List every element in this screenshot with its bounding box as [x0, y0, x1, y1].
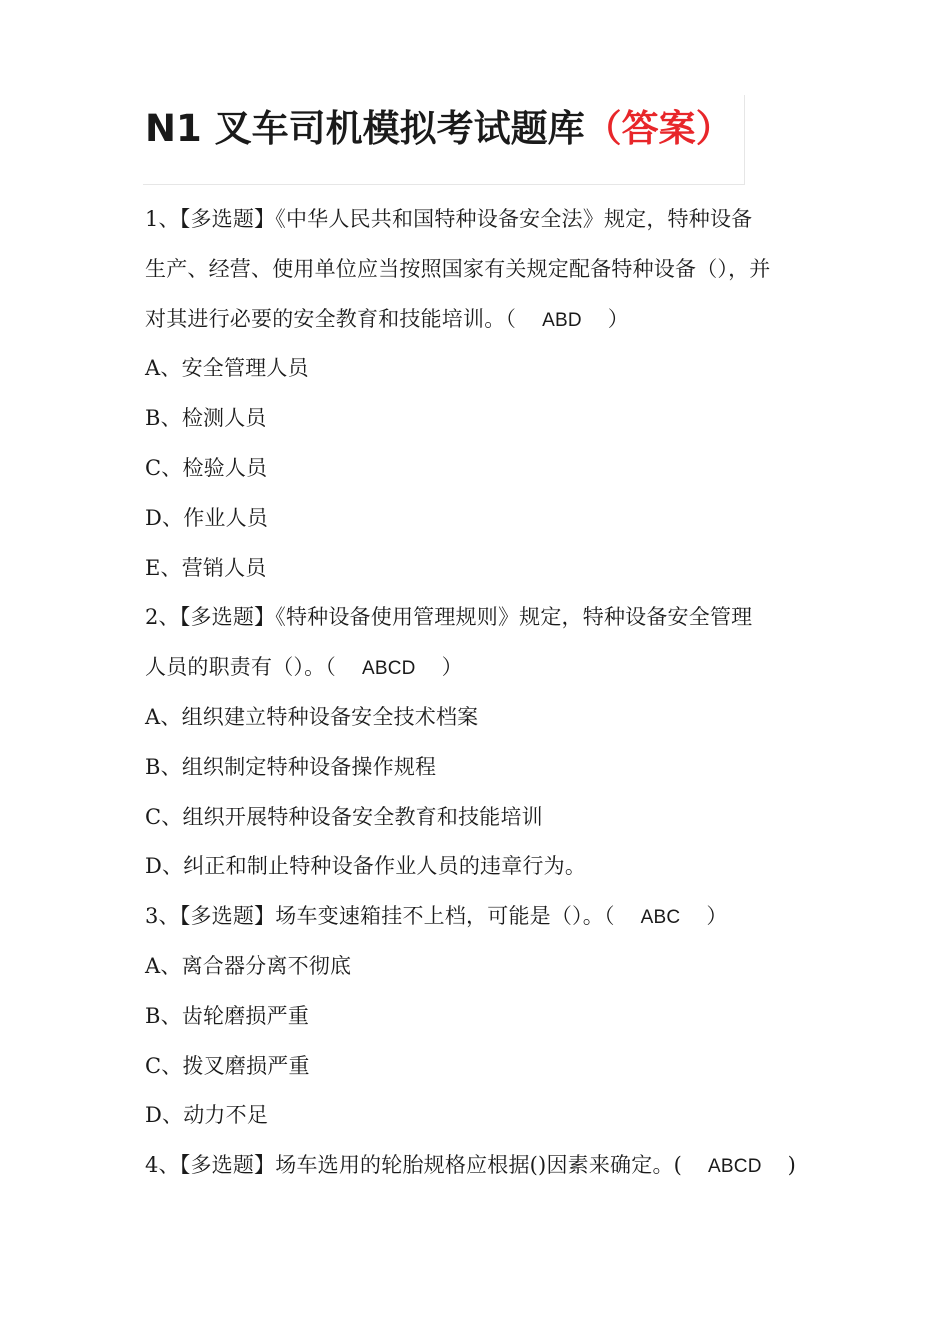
question-answer-line: [145, 643, 815, 693]
answer-key: ABC: [640, 907, 681, 929]
title-box: [143, 95, 745, 185]
option-item: E、营销人员: [145, 555, 267, 580]
option-item: D、作业人员: [145, 505, 269, 530]
option-item: C、拨叉磨损严重: [145, 1053, 310, 1078]
option-item: A、组织建立特种设备安全技术档案: [145, 704, 479, 729]
question-3: [145, 892, 815, 1141]
question-text: ）: [706, 904, 728, 929]
question-answer-line: [145, 295, 815, 345]
question-text: 对其进行必要的安全教育和技能培训。（: [145, 306, 517, 331]
answer-key: ABCD: [362, 658, 416, 680]
question-text-line: 生产、经营、使用单位应当按照国家有关规定配备特种设备（），并: [145, 256, 771, 281]
question-text: ）: [441, 655, 463, 680]
option-item: D、动力不足: [145, 1103, 269, 1128]
question-answer-line: [145, 892, 815, 942]
option-item: A、离合器分离不彻底: [145, 953, 352, 978]
question-text: ): [787, 1153, 797, 1178]
option-item: B、检测人员: [145, 406, 267, 431]
question-1: [145, 195, 815, 593]
answer-key: ABD: [542, 309, 582, 331]
question-list: [145, 195, 815, 1191]
question-answer-line: [145, 1141, 815, 1191]
question-text: 3、【多选题】场车变速箱挂不上档，可能是（）。（: [145, 904, 615, 929]
question-text: 4、【多选题】场车选用的轮胎规格应根据()因素来确定。(: [145, 1153, 683, 1178]
option-item: C、组织开展特种设备安全教育和技能培训: [145, 804, 543, 829]
title-main: N1 叉车司机模拟考试题库: [145, 107, 585, 150]
page-title: [145, 103, 733, 155]
question-2: [145, 593, 815, 892]
option-item: B、齿轮磨损严重: [145, 1003, 310, 1028]
option-item: D、纠正和制止特种设备作业人员的违章行为。: [145, 854, 587, 879]
option-item: A、安全管理人员: [145, 356, 309, 381]
question-text-line: 2、【多选题】《特种设备使用管理规则》规定，特种设备安全管理: [145, 605, 753, 630]
question-text: 人员的职责有（）。（: [145, 655, 336, 680]
question-text: ）: [607, 306, 629, 331]
title-accent: （答案）: [584, 107, 733, 150]
option-item: B、组织制定特种设备操作规程: [145, 754, 437, 779]
answer-key: ABCD: [708, 1156, 762, 1178]
option-item: C、检验人员: [145, 455, 268, 480]
question-text-line: 1、【多选题】《中华人民共和国特种设备安全法》规定，特种设备: [145, 207, 753, 231]
question-4: [145, 1141, 815, 1191]
